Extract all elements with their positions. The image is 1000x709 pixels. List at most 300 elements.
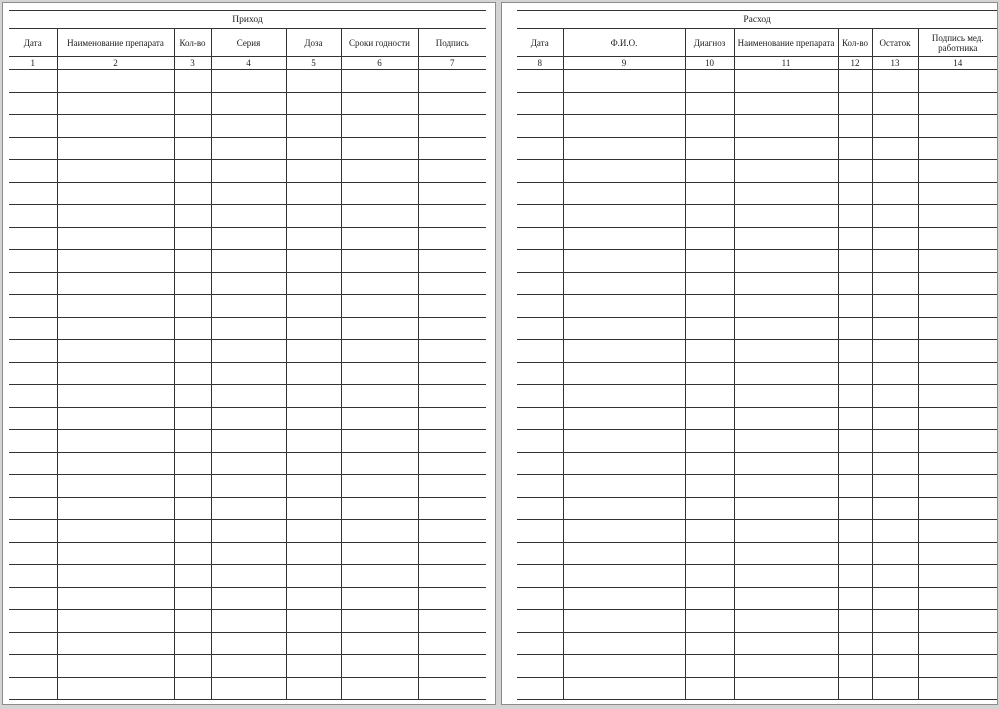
entry-cell[interactable] [734, 70, 838, 93]
entry-cell[interactable] [174, 610, 211, 633]
entry-cell[interactable] [685, 137, 734, 160]
entry-cell[interactable] [341, 520, 418, 543]
entry-cell[interactable] [734, 137, 838, 160]
entry-cell[interactable] [838, 295, 872, 318]
entry-cell[interactable] [838, 137, 872, 160]
entry-cell[interactable] [211, 362, 286, 385]
entry-cell[interactable] [872, 250, 918, 273]
entry-cell[interactable] [918, 115, 997, 138]
entry-cell[interactable] [872, 362, 918, 385]
entry-cell[interactable] [174, 587, 211, 610]
entry-cell[interactable] [418, 430, 486, 453]
entry-cell[interactable] [9, 520, 57, 543]
entry-cell[interactable] [341, 677, 418, 700]
entry-cell[interactable] [57, 677, 174, 700]
entry-cell[interactable] [211, 295, 286, 318]
entry-cell[interactable] [517, 362, 563, 385]
entry-cell[interactable] [418, 317, 486, 340]
entry-cell[interactable] [286, 407, 341, 430]
entry-cell[interactable] [734, 385, 838, 408]
entry-cell[interactable] [872, 385, 918, 408]
entry-cell[interactable] [286, 340, 341, 363]
entry-cell[interactable] [872, 205, 918, 228]
entry-cell[interactable] [418, 587, 486, 610]
entry-cell[interactable] [734, 587, 838, 610]
entry-cell[interactable] [286, 497, 341, 520]
entry-cell[interactable] [517, 475, 563, 498]
entry-cell[interactable] [211, 407, 286, 430]
entry-cell[interactable] [685, 407, 734, 430]
entry-cell[interactable] [211, 70, 286, 93]
entry-cell[interactable] [211, 385, 286, 408]
entry-cell[interactable] [563, 295, 685, 318]
entry-cell[interactable] [341, 92, 418, 115]
entry-cell[interactable] [418, 452, 486, 475]
entry-cell[interactable] [872, 452, 918, 475]
entry-cell[interactable] [57, 115, 174, 138]
entry-cell[interactable] [9, 430, 57, 453]
entry-cell[interactable] [838, 250, 872, 273]
entry-cell[interactable] [211, 632, 286, 655]
entry-cell[interactable] [341, 182, 418, 205]
entry-cell[interactable] [838, 272, 872, 295]
entry-cell[interactable] [517, 677, 563, 700]
entry-cell[interactable] [517, 385, 563, 408]
entry-cell[interactable] [918, 655, 997, 678]
entry-cell[interactable] [418, 407, 486, 430]
entry-cell[interactable] [9, 497, 57, 520]
entry-cell[interactable] [918, 317, 997, 340]
entry-cell[interactable] [685, 70, 734, 93]
entry-cell[interactable] [685, 92, 734, 115]
entry-cell[interactable] [286, 137, 341, 160]
entry-cell[interactable] [286, 430, 341, 453]
entry-cell[interactable] [872, 182, 918, 205]
entry-cell[interactable] [418, 340, 486, 363]
entry-cell[interactable] [211, 137, 286, 160]
entry-cell[interactable] [211, 182, 286, 205]
entry-cell[interactable] [286, 632, 341, 655]
entry-cell[interactable] [341, 227, 418, 250]
entry-cell[interactable] [563, 92, 685, 115]
entry-cell[interactable] [211, 160, 286, 183]
entry-cell[interactable] [918, 542, 997, 565]
entry-cell[interactable] [918, 632, 997, 655]
entry-cell[interactable] [685, 182, 734, 205]
entry-cell[interactable] [57, 385, 174, 408]
entry-cell[interactable] [563, 475, 685, 498]
entry-cell[interactable] [286, 92, 341, 115]
entry-cell[interactable] [418, 182, 486, 205]
entry-cell[interactable] [872, 272, 918, 295]
entry-cell[interactable] [57, 295, 174, 318]
entry-cell[interactable] [341, 385, 418, 408]
entry-cell[interactable] [9, 475, 57, 498]
entry-cell[interactable] [341, 160, 418, 183]
entry-cell[interactable] [517, 655, 563, 678]
entry-cell[interactable] [734, 542, 838, 565]
entry-cell[interactable] [838, 497, 872, 520]
entry-cell[interactable] [563, 677, 685, 700]
entry-cell[interactable] [341, 272, 418, 295]
entry-cell[interactable] [418, 295, 486, 318]
entry-cell[interactable] [211, 272, 286, 295]
entry-cell[interactable] [174, 295, 211, 318]
entry-cell[interactable] [918, 497, 997, 520]
entry-cell[interactable] [838, 317, 872, 340]
entry-cell[interactable] [9, 182, 57, 205]
entry-cell[interactable] [418, 70, 486, 93]
entry-cell[interactable] [838, 565, 872, 588]
entry-cell[interactable] [734, 497, 838, 520]
entry-cell[interactable] [517, 565, 563, 588]
entry-cell[interactable] [341, 430, 418, 453]
entry-cell[interactable] [286, 250, 341, 273]
entry-cell[interactable] [286, 160, 341, 183]
entry-cell[interactable] [174, 632, 211, 655]
entry-cell[interactable] [211, 227, 286, 250]
entry-cell[interactable] [734, 362, 838, 385]
entry-cell[interactable] [685, 610, 734, 633]
entry-cell[interactable] [57, 430, 174, 453]
entry-cell[interactable] [918, 475, 997, 498]
entry-cell[interactable] [174, 92, 211, 115]
entry-cell[interactable] [57, 92, 174, 115]
entry-cell[interactable] [418, 475, 486, 498]
entry-cell[interactable] [838, 70, 872, 93]
entry-cell[interactable] [418, 565, 486, 588]
entry-cell[interactable] [685, 587, 734, 610]
entry-cell[interactable] [418, 227, 486, 250]
entry-cell[interactable] [918, 70, 997, 93]
entry-cell[interactable] [341, 475, 418, 498]
entry-cell[interactable] [838, 205, 872, 228]
entry-cell[interactable] [174, 160, 211, 183]
entry-cell[interactable] [57, 70, 174, 93]
entry-cell[interactable] [685, 272, 734, 295]
entry-cell[interactable] [685, 542, 734, 565]
entry-cell[interactable] [174, 497, 211, 520]
entry-cell[interactable] [918, 677, 997, 700]
entry-cell[interactable] [341, 587, 418, 610]
entry-cell[interactable] [174, 317, 211, 340]
entry-cell[interactable] [517, 452, 563, 475]
entry-cell[interactable] [9, 250, 57, 273]
entry-cell[interactable] [872, 295, 918, 318]
entry-cell[interactable] [286, 475, 341, 498]
entry-cell[interactable] [286, 520, 341, 543]
entry-cell[interactable] [286, 317, 341, 340]
entry-cell[interactable] [918, 92, 997, 115]
entry-cell[interactable] [734, 520, 838, 543]
entry-cell[interactable] [872, 70, 918, 93]
entry-cell[interactable] [517, 587, 563, 610]
entry-cell[interactable] [838, 430, 872, 453]
entry-cell[interactable] [286, 677, 341, 700]
entry-cell[interactable] [838, 115, 872, 138]
entry-cell[interactable] [341, 452, 418, 475]
entry-cell[interactable] [174, 520, 211, 543]
entry-cell[interactable] [685, 385, 734, 408]
entry-cell[interactable] [685, 115, 734, 138]
entry-cell[interactable] [563, 542, 685, 565]
entry-cell[interactable] [685, 295, 734, 318]
entry-cell[interactable] [9, 137, 57, 160]
entry-cell[interactable] [418, 272, 486, 295]
entry-cell[interactable] [57, 542, 174, 565]
entry-cell[interactable] [418, 137, 486, 160]
entry-cell[interactable] [685, 317, 734, 340]
entry-cell[interactable] [57, 475, 174, 498]
entry-cell[interactable] [418, 250, 486, 273]
entry-cell[interactable] [685, 475, 734, 498]
entry-cell[interactable] [57, 587, 174, 610]
entry-cell[interactable] [517, 610, 563, 633]
entry-cell[interactable] [211, 520, 286, 543]
entry-cell[interactable] [838, 655, 872, 678]
entry-cell[interactable] [418, 115, 486, 138]
entry-cell[interactable] [211, 340, 286, 363]
entry-cell[interactable] [838, 340, 872, 363]
entry-cell[interactable] [9, 362, 57, 385]
entry-cell[interactable] [174, 137, 211, 160]
entry-cell[interactable] [563, 227, 685, 250]
entry-cell[interactable] [57, 632, 174, 655]
entry-cell[interactable] [517, 70, 563, 93]
entry-cell[interactable] [341, 205, 418, 228]
entry-cell[interactable] [872, 115, 918, 138]
entry-cell[interactable] [341, 632, 418, 655]
entry-cell[interactable] [286, 655, 341, 678]
entry-cell[interactable] [174, 430, 211, 453]
entry-cell[interactable] [517, 250, 563, 273]
entry-cell[interactable] [9, 677, 57, 700]
entry-cell[interactable] [341, 250, 418, 273]
entry-cell[interactable] [9, 317, 57, 340]
entry-cell[interactable] [734, 610, 838, 633]
entry-cell[interactable] [872, 610, 918, 633]
entry-cell[interactable] [872, 587, 918, 610]
entry-cell[interactable] [734, 452, 838, 475]
entry-cell[interactable] [918, 385, 997, 408]
entry-cell[interactable] [286, 70, 341, 93]
entry-cell[interactable] [734, 430, 838, 453]
entry-cell[interactable] [838, 182, 872, 205]
entry-cell[interactable] [918, 160, 997, 183]
entry-cell[interactable] [9, 227, 57, 250]
entry-cell[interactable] [563, 182, 685, 205]
entry-cell[interactable] [286, 542, 341, 565]
entry-cell[interactable] [563, 340, 685, 363]
entry-cell[interactable] [685, 430, 734, 453]
entry-cell[interactable] [563, 407, 685, 430]
entry-cell[interactable] [9, 340, 57, 363]
entry-cell[interactable] [838, 452, 872, 475]
entry-cell[interactable] [685, 497, 734, 520]
entry-cell[interactable] [57, 205, 174, 228]
entry-cell[interactable] [517, 92, 563, 115]
entry-cell[interactable] [341, 115, 418, 138]
entry-cell[interactable] [563, 430, 685, 453]
entry-cell[interactable] [9, 407, 57, 430]
entry-cell[interactable] [918, 565, 997, 588]
entry-cell[interactable] [57, 227, 174, 250]
entry-cell[interactable] [211, 475, 286, 498]
entry-cell[interactable] [286, 362, 341, 385]
entry-cell[interactable] [872, 407, 918, 430]
entry-cell[interactable] [517, 497, 563, 520]
entry-cell[interactable] [563, 362, 685, 385]
entry-cell[interactable] [286, 610, 341, 633]
entry-cell[interactable] [918, 587, 997, 610]
entry-cell[interactable] [685, 250, 734, 273]
entry-cell[interactable] [174, 362, 211, 385]
entry-cell[interactable] [685, 205, 734, 228]
entry-cell[interactable] [9, 92, 57, 115]
entry-cell[interactable] [734, 227, 838, 250]
entry-cell[interactable] [517, 340, 563, 363]
entry-cell[interactable] [418, 655, 486, 678]
entry-cell[interactable] [341, 497, 418, 520]
entry-cell[interactable] [57, 250, 174, 273]
entry-cell[interactable] [838, 677, 872, 700]
entry-cell[interactable] [872, 542, 918, 565]
entry-cell[interactable] [872, 655, 918, 678]
entry-cell[interactable] [418, 497, 486, 520]
entry-cell[interactable] [57, 610, 174, 633]
entry-cell[interactable] [286, 115, 341, 138]
entry-cell[interactable] [838, 385, 872, 408]
entry-cell[interactable] [286, 227, 341, 250]
entry-cell[interactable] [918, 452, 997, 475]
entry-cell[interactable] [286, 385, 341, 408]
entry-cell[interactable] [517, 205, 563, 228]
entry-cell[interactable] [734, 632, 838, 655]
entry-cell[interactable] [57, 340, 174, 363]
entry-cell[interactable] [341, 655, 418, 678]
entry-cell[interactable] [685, 227, 734, 250]
entry-cell[interactable] [174, 385, 211, 408]
entry-cell[interactable] [418, 385, 486, 408]
entry-cell[interactable] [685, 677, 734, 700]
entry-cell[interactable] [9, 385, 57, 408]
entry-cell[interactable] [286, 205, 341, 228]
entry-cell[interactable] [734, 205, 838, 228]
entry-cell[interactable] [734, 272, 838, 295]
entry-cell[interactable] [685, 362, 734, 385]
entry-cell[interactable] [734, 295, 838, 318]
entry-cell[interactable] [685, 160, 734, 183]
entry-cell[interactable] [563, 497, 685, 520]
entry-cell[interactable] [685, 452, 734, 475]
entry-cell[interactable] [9, 295, 57, 318]
entry-cell[interactable] [838, 587, 872, 610]
entry-cell[interactable] [57, 137, 174, 160]
entry-cell[interactable] [872, 92, 918, 115]
entry-cell[interactable] [838, 632, 872, 655]
entry-cell[interactable] [174, 70, 211, 93]
entry-cell[interactable] [918, 430, 997, 453]
entry-cell[interactable] [174, 205, 211, 228]
entry-cell[interactable] [563, 250, 685, 273]
entry-cell[interactable] [211, 542, 286, 565]
entry-cell[interactable] [418, 542, 486, 565]
entry-cell[interactable] [918, 272, 997, 295]
entry-cell[interactable] [9, 160, 57, 183]
entry-cell[interactable] [211, 497, 286, 520]
entry-cell[interactable] [57, 272, 174, 295]
entry-cell[interactable] [872, 565, 918, 588]
entry-cell[interactable] [418, 610, 486, 633]
entry-cell[interactable] [872, 137, 918, 160]
entry-cell[interactable] [838, 92, 872, 115]
entry-cell[interactable] [57, 317, 174, 340]
entry-cell[interactable] [9, 587, 57, 610]
entry-cell[interactable] [872, 227, 918, 250]
entry-cell[interactable] [563, 587, 685, 610]
entry-cell[interactable] [341, 362, 418, 385]
entry-cell[interactable] [341, 137, 418, 160]
entry-cell[interactable] [211, 317, 286, 340]
entry-cell[interactable] [563, 317, 685, 340]
entry-cell[interactable] [685, 655, 734, 678]
entry-cell[interactable] [872, 430, 918, 453]
entry-cell[interactable] [734, 317, 838, 340]
entry-cell[interactable] [211, 430, 286, 453]
entry-cell[interactable] [838, 475, 872, 498]
entry-cell[interactable] [563, 272, 685, 295]
entry-cell[interactable] [211, 587, 286, 610]
entry-cell[interactable] [918, 227, 997, 250]
entry-cell[interactable] [918, 520, 997, 543]
entry-cell[interactable] [734, 565, 838, 588]
entry-cell[interactable] [563, 205, 685, 228]
entry-cell[interactable] [838, 227, 872, 250]
entry-cell[interactable] [838, 542, 872, 565]
entry-cell[interactable] [517, 182, 563, 205]
entry-cell[interactable] [563, 610, 685, 633]
entry-cell[interactable] [57, 497, 174, 520]
entry-cell[interactable] [563, 70, 685, 93]
entry-cell[interactable] [57, 565, 174, 588]
entry-cell[interactable] [685, 565, 734, 588]
entry-cell[interactable] [174, 452, 211, 475]
entry-cell[interactable] [9, 115, 57, 138]
entry-cell[interactable] [517, 160, 563, 183]
entry-cell[interactable] [174, 475, 211, 498]
entry-cell[interactable] [341, 407, 418, 430]
entry-cell[interactable] [211, 205, 286, 228]
entry-cell[interactable] [685, 340, 734, 363]
entry-cell[interactable] [286, 182, 341, 205]
entry-cell[interactable] [838, 362, 872, 385]
entry-cell[interactable] [341, 70, 418, 93]
entry-cell[interactable] [872, 632, 918, 655]
entry-cell[interactable] [563, 520, 685, 543]
entry-cell[interactable] [57, 520, 174, 543]
entry-cell[interactable] [734, 655, 838, 678]
entry-cell[interactable] [418, 362, 486, 385]
entry-cell[interactable] [734, 475, 838, 498]
entry-cell[interactable] [57, 452, 174, 475]
entry-cell[interactable] [9, 452, 57, 475]
entry-cell[interactable] [174, 565, 211, 588]
entry-cell[interactable] [517, 542, 563, 565]
entry-cell[interactable] [918, 362, 997, 385]
entry-cell[interactable] [872, 340, 918, 363]
entry-cell[interactable] [9, 655, 57, 678]
entry-cell[interactable] [563, 655, 685, 678]
